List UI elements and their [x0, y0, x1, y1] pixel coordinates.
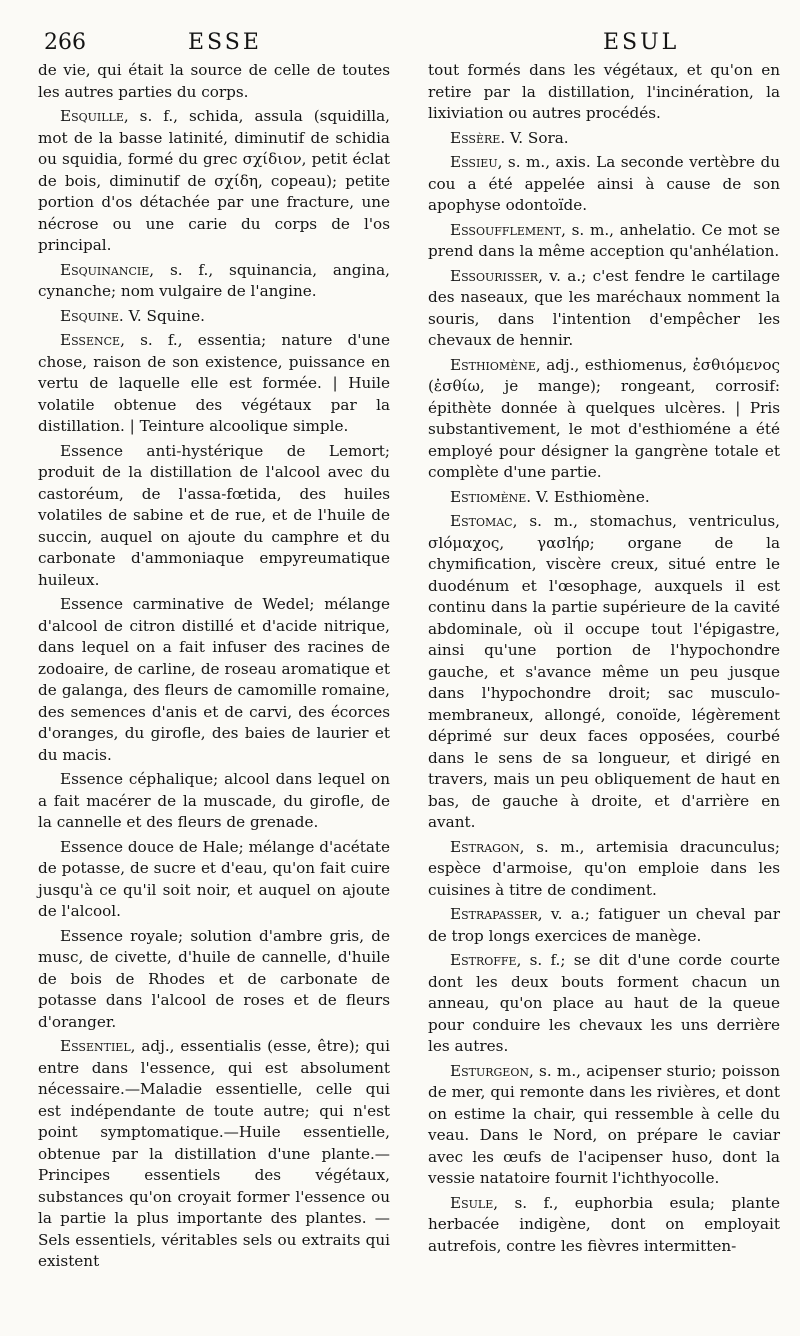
entry-text: Essence carminative de Wedel; mélange d'alcool de citron distillé et d'acide nitrique, dans lequel on a fait infuser des racines de zodoaire, de carline, de roseau aromatique et de galanga, des fleurs de camomille romaine, des semences d'anis et de carvi, des écorces d'oranges, du girofle, des baies de laurier et du macis. [38, 595, 390, 764]
entry-headword: Esquinancie [60, 260, 150, 279]
entry-grammar: , v. a.; [538, 266, 593, 285]
entry-headword: Essence [60, 331, 121, 349]
dictionary-entry [428, 220, 780, 263]
running-head-left: ESSE [188, 30, 262, 55]
two-column-body [38, 60, 780, 1276]
dictionary-entry [428, 128, 780, 150]
entry-headword: Essoufflement [450, 220, 562, 239]
entry-grammar: , s. m., [561, 220, 620, 239]
entry-text: V. Squine. [128, 306, 205, 325]
left-column [38, 60, 390, 1276]
running-head-right: ESUL [603, 30, 680, 55]
entry-text: esthiomenus, ἐσθιόμενος (ἐσθίω, je mange); rongeant, corrosif: épithète donnée à quelques ulcères. | Pris substantivement, le mot d'esthioméne a été employé pour désigner la gangrène totale et complète d'une partie. [428, 355, 781, 481]
dictionary-entry [428, 152, 780, 217]
entry-text: acipenser sturio; poisson de mer, qui remonte dans les rivières, et dont on estime la chair, qui ressemble à celle du veau. Dans le Nord, on prépare le caviar avec les œufs de l'acipenser huso, dont la vessie natatoire fournit l'ichthyocolle. [428, 1061, 780, 1187]
dictionary-entry [38, 926, 390, 1034]
dictionary-entry [428, 511, 780, 834]
entry-text: axis. La seconde vertèbre du cou a été appelée ainsi à cause de son apophyse odontoïde. [428, 153, 780, 214]
dictionary-entry [428, 950, 780, 1058]
entry-text: artemisia dracunculus; espèce d'armoise, qu'on emploie dans les cuisines à titre de condiment. [428, 837, 780, 899]
entry-text: anhelatio. Ce mot se prend dans la même acception qu'anhélation. [428, 220, 780, 260]
entry-grammar: , s. m., [519, 837, 597, 856]
dictionary-entry [38, 769, 390, 834]
entry-grammar: , s. m., [528, 1061, 587, 1080]
entry-grammar: , s. f.; [516, 951, 574, 969]
entry-grammar: . [526, 487, 536, 506]
dictionary-entry [38, 306, 390, 328]
entry-headword: Essourisser [450, 266, 539, 285]
entry-grammar: . [500, 128, 510, 147]
entry-text: schida, assula (squidilla, mot de la basse latinité, diminutif de schidia ou squidia, formé du grec σχίδιον, petit éclat de bois, diminutif de σχίδη, copeau); petite portion d'os détachée par une fracture, une nécrose ou une carie du corps de l'os principal. [38, 107, 390, 254]
entry-headword: Esquine [60, 306, 119, 325]
right-column [428, 60, 780, 1276]
dictionary-entry [428, 904, 780, 947]
entry-text: Essence douce de Hale; mélange d'acétate de potasse, de sucre et d'eau, qu'on fait cuire jusqu'à ce qu'il soit noir, et auquel on ajoute de l'alcool. [38, 837, 390, 920]
entry-text: Essence anti-hystérique de Lemort; produit de la distillation de l'alcool avec du castoréum, de l'assa-fœtida, des huiles volatiles de sabine et de rue, et de l'huile de succin, auquel on ajoute du camphre et du carbonate d'ammoniaque empyreumatique huileux. [38, 441, 390, 589]
dictionary-entry [38, 106, 390, 257]
entry-text: euphorbia esula; plante herbacée indigène, dont on employait autrefois, contre les fièvres intermitten- [428, 1193, 780, 1255]
page-header [38, 22, 780, 58]
entry-text: V. Sora. [509, 128, 569, 147]
entry-text: V. Esthiomène. [535, 487, 650, 506]
entry-grammar: , s. f., [120, 331, 198, 349]
dictionary-entry [38, 330, 390, 438]
entry-text: c'est fendre le cartilage des naseaux, que les maréchaux nomment la souris, dans l'intention d'empêcher les chevaux de hennir. [428, 266, 780, 349]
entry-grammar: , s. f., [149, 260, 230, 279]
dictionary-entry [428, 837, 780, 902]
entry-headword: Essentiel [60, 1037, 131, 1055]
dictionary-entry [428, 60, 780, 125]
dictionary-entry [38, 594, 390, 766]
dictionary-entry [428, 266, 780, 352]
dictionary-entry [428, 1193, 780, 1258]
entry-grammar: , s. m., [512, 512, 590, 530]
page-number: 266 [44, 30, 86, 55]
entry-text: se dit d'une corde courte dont les deux bouts forment chacun un anneau, qu'on place au haut de la queue pour conduire les chevaux les uns derrière les autres. [428, 951, 780, 1055]
dictionary-entry [428, 487, 780, 509]
entry-headword: Esthiomène [450, 355, 536, 374]
entry-headword: Esturgeon [450, 1061, 529, 1080]
entry-text: fatiguer un cheval par de trop longs exercices de manège. [428, 905, 780, 945]
entry-headword: Essère [450, 128, 501, 147]
dictionary-entry [38, 1036, 390, 1273]
dictionary-entry [428, 1061, 780, 1190]
entry-headword: Estroffe [450, 951, 517, 969]
entry-headword: Essieu [450, 153, 498, 171]
entry-grammar: . [118, 306, 129, 325]
entry-headword: Estomac [450, 512, 513, 530]
entry-text: stomachus, ventriculus, σlόμαχος, γασlήρ; organe de la chymification, viscère creux, situé entre le duodénum et l'œsophage, auxquels il est continu dans la partie supérieure de la cavité abdominale, où il occupe tout l'épigastre, ainsi qu'une portion de l'hypochondre gauche, et s'avance même un peu jusque dans l'hypochondre droit; sac musculo-membraneux, allongé, conoïde, légèrement déprimé sur deux faces opposées, courbé dans le sens de sa longueur, et dirigé en travers, mais un peu obliquement de haut en bas, de gauche à droite, et d'arrière en avant. [428, 512, 780, 831]
dictionary-entry [38, 441, 390, 592]
entry-text: tout formés dans les végétaux, et qu'on en retire par la distillation, l'incinération, la lixiviation ou autres procédés. [428, 61, 780, 122]
dictionary-entry [38, 260, 390, 303]
entry-grammar: , adj., [535, 355, 585, 374]
dictionary-entry [38, 60, 390, 103]
entry-text: de vie, qui était la source de celle de toutes les autres parties du corps. [38, 61, 390, 101]
entry-grammar: , adj., [130, 1037, 181, 1055]
entry-grammar: , s. f., [493, 1193, 575, 1212]
entry-grammar: , s. f., [123, 107, 189, 125]
dictionary-entry [428, 355, 780, 484]
entry-headword: Esule [450, 1193, 494, 1212]
entry-headword: Estragon [450, 837, 520, 856]
entry-grammar: , s. m., [497, 153, 556, 171]
entry-text: Essence céphalique; alcool dans lequel on a fait macérer de la muscade, du girofle, de la cannelle et des fleurs de grenade. [38, 770, 390, 831]
entry-text: Essence royale; solution d'ambre gris, de musc, de civette, d'huile de cannelle, d'huile de bois de Rhodes et de carbonate de potasse dans l'alcool de roses et de fleurs d'oranger. [38, 926, 390, 1031]
entry-text: essentia; nature d'une chose, raison de son existence, puissance en vertu de laquelle elle est formée. | Huile volatile obtenue des végétaux par la distillation. | Teinture alcoolique simple. [38, 331, 390, 435]
entry-text: essentialis (esse, être); qui entre dans l'essence, qui est absolument nécessaire.—Maladie essentielle, celle qui est indépendante de toute autre; qui n'est point symptomatique.—Huile essentielle, obtenue par la distillation d'une plante.—Principes essentiels des végétaux, substances qu'on croyait former l'essence ou la partie la plus importante des plantes. — Sels essentiels, véritables sels ou extraits qui existent [38, 1037, 390, 1270]
entry-text: squinancia, angina, cynanche; nom vulgaire de l'angine. [38, 260, 390, 300]
entry-headword: Estrapasser [450, 905, 538, 923]
entry-headword: Esquille [60, 107, 124, 125]
dictionary-entry [38, 837, 390, 923]
entry-grammar: , v. a.; [537, 905, 599, 923]
entry-headword: Estiomène [450, 487, 527, 506]
